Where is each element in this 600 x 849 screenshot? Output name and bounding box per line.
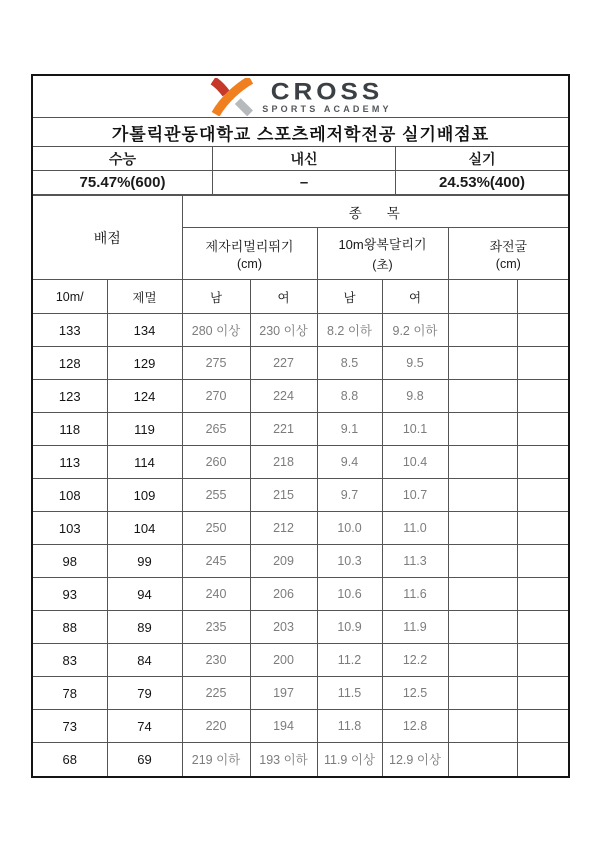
subheader-empty-2 bbox=[517, 280, 568, 314]
record-cell: 8.2 이하 bbox=[317, 314, 382, 347]
points-cell: 84 bbox=[107, 644, 182, 677]
record-cell bbox=[517, 479, 568, 512]
suneung-header: 수능 bbox=[33, 147, 213, 171]
score-table-body bbox=[33, 314, 568, 776]
score-row bbox=[33, 512, 568, 545]
points-cell: 93 bbox=[33, 578, 107, 611]
record-cell: 250 bbox=[182, 512, 250, 545]
silgi-header: 실기 bbox=[396, 147, 568, 171]
record-cell bbox=[517, 578, 568, 611]
event-header-sitreach bbox=[448, 228, 568, 280]
record-cell bbox=[517, 347, 568, 380]
points-cell: 68 bbox=[33, 743, 107, 776]
points-cell: 83 bbox=[33, 644, 107, 677]
points-cell: 129 bbox=[107, 347, 182, 380]
record-cell bbox=[448, 644, 517, 677]
points-cell: 114 bbox=[107, 446, 182, 479]
event-unit: (cm) bbox=[495, 257, 521, 271]
record-cell: 230 이상 bbox=[250, 314, 317, 347]
record-cell: 10.0 bbox=[317, 512, 382, 545]
record-cell: 260 bbox=[182, 446, 250, 479]
cross-x-logo-icon bbox=[209, 78, 255, 116]
score-row bbox=[33, 611, 568, 644]
record-cell: 215 bbox=[250, 479, 317, 512]
document-title: 가톨릭관동대학교 스포츠레저학전공 실기배점표 bbox=[33, 118, 568, 147]
subheader-jemeol: 제멀 bbox=[107, 280, 182, 314]
record-cell bbox=[517, 446, 568, 479]
record-cell bbox=[448, 314, 517, 347]
record-cell bbox=[448, 413, 517, 446]
record-cell: 212 bbox=[250, 512, 317, 545]
record-cell: 275 bbox=[182, 347, 250, 380]
record-cell bbox=[517, 512, 568, 545]
score-row bbox=[33, 743, 568, 776]
record-cell: 270 bbox=[182, 380, 250, 413]
record-cell bbox=[517, 413, 568, 446]
record-cell bbox=[517, 314, 568, 347]
points-cell: 79 bbox=[107, 677, 182, 710]
naesin-value: – bbox=[213, 171, 396, 195]
points-cell: 99 bbox=[107, 545, 182, 578]
score-table bbox=[33, 195, 568, 776]
record-cell bbox=[448, 611, 517, 644]
record-cell: 11.9 bbox=[382, 611, 448, 644]
record-cell: 11.3 bbox=[382, 545, 448, 578]
record-cell: 10.4 bbox=[382, 446, 448, 479]
points-cell: 103 bbox=[33, 512, 107, 545]
suneung-value: 75.47%(600) bbox=[33, 171, 213, 195]
scoring-document bbox=[31, 74, 570, 778]
record-cell: 221 bbox=[250, 413, 317, 446]
event-header-shuttlerun bbox=[317, 228, 448, 280]
record-cell: 265 bbox=[182, 413, 250, 446]
record-cell: 209 bbox=[250, 545, 317, 578]
events-group-header: 종 목 bbox=[182, 196, 568, 228]
ratio-section bbox=[33, 147, 568, 195]
points-cell: 98 bbox=[33, 545, 107, 578]
event-unit: (cm) bbox=[237, 257, 262, 271]
record-cell: 11.5 bbox=[317, 677, 382, 710]
record-cell bbox=[517, 710, 568, 743]
logo-header bbox=[33, 76, 568, 118]
record-cell bbox=[517, 545, 568, 578]
score-row bbox=[33, 644, 568, 677]
score-row bbox=[33, 446, 568, 479]
record-cell: 193 이하 bbox=[250, 743, 317, 776]
event-unit: (초) bbox=[372, 258, 393, 272]
logo-brand-text: CROSS bbox=[270, 76, 384, 105]
record-cell bbox=[448, 545, 517, 578]
points-cell: 94 bbox=[107, 578, 182, 611]
record-cell: 220 bbox=[182, 710, 250, 743]
record-cell: 9.8 bbox=[382, 380, 448, 413]
record-cell bbox=[448, 578, 517, 611]
subheader-10m: 10m/ bbox=[33, 280, 107, 314]
record-cell bbox=[517, 380, 568, 413]
record-cell bbox=[517, 611, 568, 644]
record-cell: 235 bbox=[182, 611, 250, 644]
record-cell: 11.6 bbox=[382, 578, 448, 611]
score-row bbox=[33, 380, 568, 413]
record-cell: 11.9 이상 bbox=[317, 743, 382, 776]
points-cell: 113 bbox=[33, 446, 107, 479]
record-cell: 225 bbox=[182, 677, 250, 710]
points-cell: 69 bbox=[107, 743, 182, 776]
record-cell: 12.2 bbox=[382, 644, 448, 677]
score-row bbox=[33, 413, 568, 446]
record-cell bbox=[517, 743, 568, 776]
record-cell: 194 bbox=[250, 710, 317, 743]
points-cell: 118 bbox=[33, 413, 107, 446]
points-cell: 124 bbox=[107, 380, 182, 413]
header-row-group bbox=[33, 196, 568, 228]
record-cell: 10.6 bbox=[317, 578, 382, 611]
record-cell bbox=[448, 347, 517, 380]
subheader-male-run: 남 bbox=[317, 280, 382, 314]
record-cell bbox=[517, 644, 568, 677]
record-cell: 9.2 이하 bbox=[382, 314, 448, 347]
score-row bbox=[33, 479, 568, 512]
record-cell: 219 이하 bbox=[182, 743, 250, 776]
record-cell: 224 bbox=[250, 380, 317, 413]
event-header-longjump bbox=[182, 228, 317, 280]
record-cell: 11.8 bbox=[317, 710, 382, 743]
record-cell: 11.2 bbox=[317, 644, 382, 677]
points-cell: 109 bbox=[107, 479, 182, 512]
record-cell: 9.7 bbox=[317, 479, 382, 512]
record-cell: 9.4 bbox=[317, 446, 382, 479]
record-cell: 203 bbox=[250, 611, 317, 644]
score-row bbox=[33, 578, 568, 611]
record-cell: 11.0 bbox=[382, 512, 448, 545]
record-cell: 245 bbox=[182, 545, 250, 578]
record-cell: 218 bbox=[250, 446, 317, 479]
record-cell: 240 bbox=[182, 578, 250, 611]
points-corner-header: 배점 bbox=[33, 196, 182, 280]
subheader-male-jump: 남 bbox=[182, 280, 250, 314]
record-cell: 8.5 bbox=[317, 347, 382, 380]
score-row bbox=[33, 710, 568, 743]
points-cell: 128 bbox=[33, 347, 107, 380]
subheader-female-run: 여 bbox=[382, 280, 448, 314]
record-cell: 9.5 bbox=[382, 347, 448, 380]
record-cell bbox=[448, 512, 517, 545]
record-cell: 12.8 bbox=[382, 710, 448, 743]
points-cell: 123 bbox=[33, 380, 107, 413]
score-row bbox=[33, 347, 568, 380]
record-cell: 12.9 이상 bbox=[382, 743, 448, 776]
record-cell bbox=[448, 710, 517, 743]
points-cell: 74 bbox=[107, 710, 182, 743]
record-cell: 255 bbox=[182, 479, 250, 512]
record-cell: 10.1 bbox=[382, 413, 448, 446]
points-cell: 108 bbox=[33, 479, 107, 512]
record-cell: 10.9 bbox=[317, 611, 382, 644]
record-cell bbox=[448, 446, 517, 479]
record-cell bbox=[448, 677, 517, 710]
points-cell: 104 bbox=[107, 512, 182, 545]
logo-text-block bbox=[262, 76, 392, 115]
logo-tagline-text: SPORTS ACADEMY bbox=[262, 104, 392, 115]
record-cell: 10.3 bbox=[317, 545, 382, 578]
points-cell: 73 bbox=[33, 710, 107, 743]
record-cell: 227 bbox=[250, 347, 317, 380]
event-name: 좌전굴 bbox=[489, 239, 528, 254]
record-cell: 8.8 bbox=[317, 380, 382, 413]
points-cell: 133 bbox=[33, 314, 107, 347]
subheader-empty-1 bbox=[448, 280, 517, 314]
score-row bbox=[33, 545, 568, 578]
record-cell: 9.1 bbox=[317, 413, 382, 446]
silgi-value: 24.53%(400) bbox=[396, 171, 568, 195]
record-cell bbox=[448, 479, 517, 512]
event-name: 제자리멀리뛰기 bbox=[205, 239, 294, 254]
record-cell: 197 bbox=[250, 677, 317, 710]
score-row bbox=[33, 314, 568, 347]
header-row-sub bbox=[33, 280, 568, 314]
record-cell: 206 bbox=[250, 578, 317, 611]
record-cell: 10.7 bbox=[382, 479, 448, 512]
record-cell bbox=[517, 677, 568, 710]
naesin-header: 내신 bbox=[213, 147, 396, 171]
score-row bbox=[33, 677, 568, 710]
record-cell: 12.5 bbox=[382, 677, 448, 710]
event-name: 10m왕복달리기 bbox=[338, 237, 427, 252]
record-cell: 200 bbox=[250, 644, 317, 677]
record-cell bbox=[448, 380, 517, 413]
points-cell: 88 bbox=[33, 611, 107, 644]
points-cell: 119 bbox=[107, 413, 182, 446]
points-cell: 78 bbox=[33, 677, 107, 710]
record-cell: 280 이상 bbox=[182, 314, 250, 347]
subheader-female-jump: 여 bbox=[250, 280, 317, 314]
points-cell: 89 bbox=[107, 611, 182, 644]
points-cell: 134 bbox=[107, 314, 182, 347]
record-cell bbox=[448, 743, 517, 776]
record-cell: 230 bbox=[182, 644, 250, 677]
